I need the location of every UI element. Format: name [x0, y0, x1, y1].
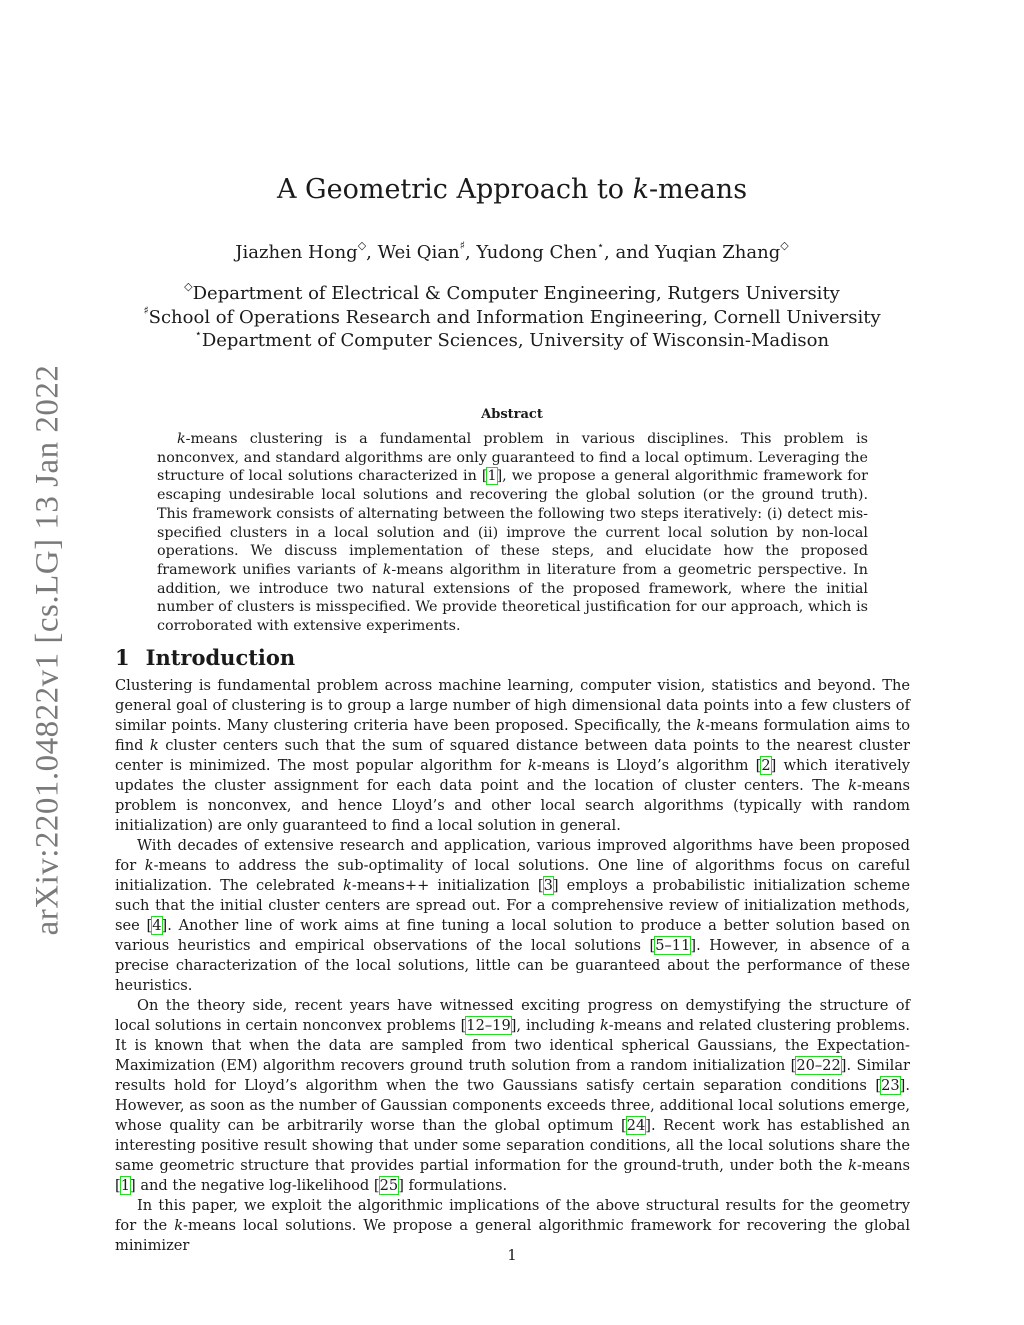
paragraph-4: In this paper, we exploit the algorithmic implications of the above structural results for the geometry for the k-means local solutions. We propose a general algorithmic framework for recovering the global minimizer [115, 1197, 910, 1254]
citation-link[interactable]: 20–22 [796, 1057, 841, 1074]
paragraph-1: Clustering is fundamental problem across machine learning, computer vision, statistics and beyond. The general goal of clustering is to group a large number of high dimensional data points into a few clusters of similar points. Many clustering criteria have been proposed. Specifically, the k-means formulation aims to find k cluster centers such that the sum of squared distance between data points to the nearest cluster center is minimized. The most popular algorithm for k-means is Lloyd’s algorithm [2] which iteratively updates the cluster assignment for each data point and the location of cluster centers. The k-means problem is nonconvex, and hence Lloyd’s and other local search algorithms (typically with random initialization) are only guaranteed to find a local solution in general. [115, 677, 910, 834]
citation-link[interactable]: 24 [626, 1117, 646, 1134]
citation-link[interactable]: 2 [761, 757, 771, 774]
author-name: Jiazhen Hong [235, 242, 358, 263]
author-name: Wei Qian [377, 242, 460, 263]
introduction-body [115, 676, 910, 1256]
author-mark: ◇ [357, 239, 367, 252]
citation-link[interactable]: 1 [120, 1177, 130, 1194]
author-list: Jiazhen Hong◇, Wei Qian♯, Yudong Chen⋆, and Yuqian Zhang◇ [235, 239, 789, 263]
citation-link[interactable]: 4 [152, 917, 162, 934]
citation-link[interactable]: 12–19 [466, 1017, 511, 1034]
paper-title: A Geometric Approach to k-means [276, 174, 748, 205]
paragraph-3: On the theory side, recent years have witnessed exciting progress on demystifying the structure of local solutions in certain nonconvex problems [12–19], including k-means and related clustering problems. It is known that when the data are sampled from two identical spherical Gaussians, the Expectation-Maximization (EM) algorithm recovers ground truth solution from a random initialization [20–22]. Similar results hold for Lloyd’s algorithm when the two Gaussians satisfy certain separation conditions [23]. However, as soon as the number of Gaussian components exceeds three, additional local solutions emerge, whose quality can be arbitrarily worse than the global optimum [24]. Recent work has established an interesting positive result showing that under some separation conditions, all the local solutions share the same geometric structure that provides partial information for the ground-truth, under both the k-means [1] and the negative log-likelihood [25] formulations. [115, 997, 910, 1194]
section-number: 1 [115, 645, 130, 670]
citation-link[interactable]: 3 [543, 877, 553, 894]
author-mark: ⋆ [597, 239, 605, 252]
affiliation-cornell: ♯School of Operations Research and Information Engineering, Cornell University [143, 304, 881, 328]
author-name: Yudong Chen [476, 242, 598, 263]
section-heading-introduction [115, 644, 295, 672]
abstract-heading: Abstract [481, 407, 543, 422]
affiliation-wisconsin: ⋆Department of Computer Sciences, University of Wisconsin-Madison [194, 327, 830, 351]
arxiv-identifier: arXiv:2201.04822v1 [cs.LG] 13 Jan 2022 [29, 364, 66, 936]
section-title: Introduction [145, 645, 296, 670]
author-mark: ♯ [459, 239, 465, 252]
affiliation-rutgers: ◇Department of Electrical & Computer Engineering, Rutgers University [184, 280, 840, 304]
paragraph-2: With decades of extensive research and application, various improved algorithms have been proposed for k-means to address the sub-optimality of local solutions. One line of algorithms focus on careful initialization. The celebrated k-means++ initialization [3] employs a probabilistic initialization scheme such that the initial cluster centers are spread out. For a comprehensive review of initialization methods, see [4]. Another line of work aims at fine tuning a local solution to produce a better solution based on various heuristics and empirical observations of the local solutions [5–11]. However, in absence of a precise characterization of the local solutions, little can be guaranteed about the performance of these heuristics. [115, 837, 910, 994]
page-number: 1 [507, 1246, 517, 1264]
author-mark: ◇ [780, 239, 789, 252]
citation-link[interactable]: 23 [881, 1077, 900, 1094]
abstract-body: k-means clustering is a fundamental problem in various disciplines. This problem is nonconvex, and standard algorithms are only guaranteed to find a local optimum. Leveraging the structure of local solutions characterized in [1], we propose a general algorithmic framework for escaping undesirable local solutions and recovering the global solution (or the ground truth). This framework consists of alternating between the following two steps iteratively: (i) detect mis-specified clusters in a local solution and (ii) improve the current local solution by non-local operations. We discuss implementation of these steps, and elucidate how the proposed framework unifies variants of k-means algorithm in literature from a geometric perspective. In addition, we introduce two natural extensions of the proposed framework, where the initial number of clusters is misspecified. We provide theoretical justification for our approach, which is corroborated with extensive experiments. [157, 431, 869, 635]
citation-link[interactable]: 5–11 [655, 937, 691, 954]
author-name: Yuqian Zhang [655, 242, 781, 263]
citation-link[interactable]: 1 [487, 468, 497, 485]
citation-link[interactable]: 25 [379, 1177, 399, 1194]
